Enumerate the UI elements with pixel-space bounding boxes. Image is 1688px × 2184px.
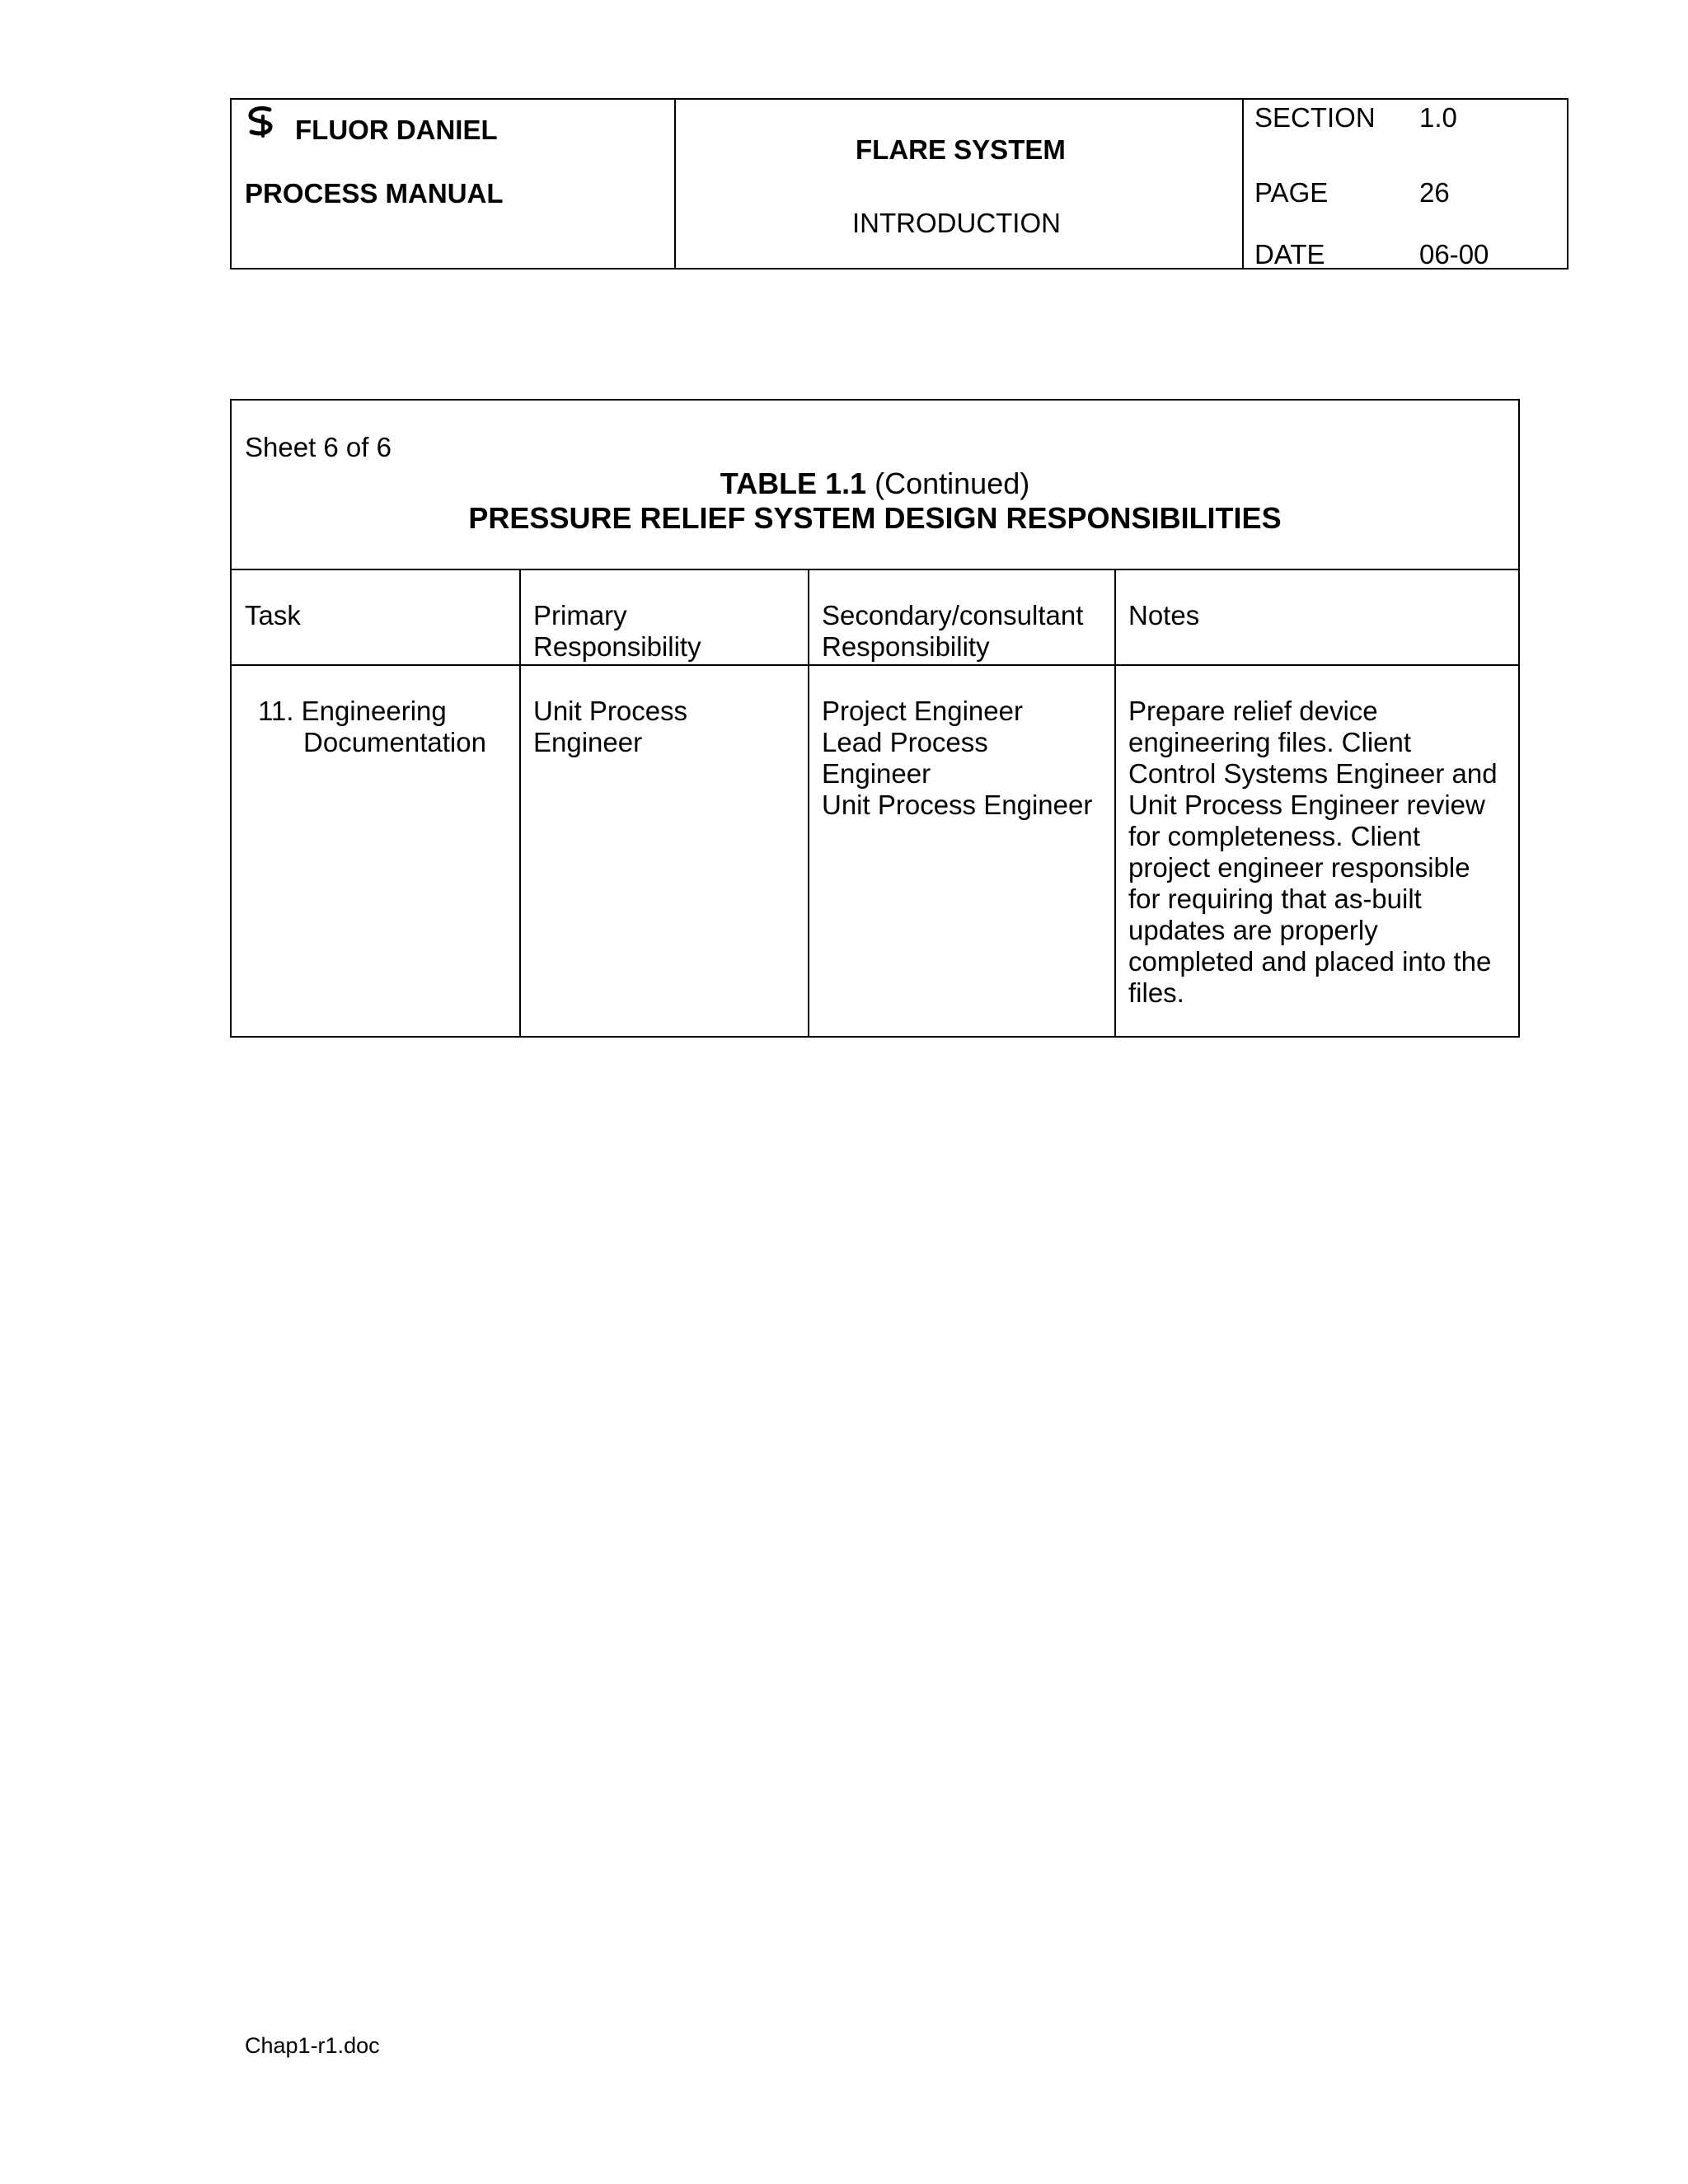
section-label: SECTION xyxy=(1254,102,1376,133)
table-continued: (Continued) xyxy=(866,466,1030,500)
notes-cell: Prepare relief device engineering files. Client Control Systems Engineer and Unit Process Engineer review for completeness. Client project engineer responsible for requiring that as-built updates are properly completed and placed into the files. xyxy=(1128,696,1498,1008)
date-value: 06-00 xyxy=(1419,239,1489,269)
date-label: DATE xyxy=(1254,239,1325,269)
page-label: PAGE xyxy=(1254,177,1329,208)
table-number: TABLE 1.1 xyxy=(720,466,867,500)
responsibilities-table xyxy=(230,399,1520,1038)
fluor-daniel-logo-icon xyxy=(245,105,278,138)
header-divider xyxy=(1242,100,1244,268)
column-header-primary: Primary Responsibility xyxy=(533,600,701,662)
column-divider xyxy=(519,569,521,1036)
column-header-secondary: Secondary/consultant Responsibility xyxy=(822,600,1084,662)
secondary-cell: Project Engineer Lead Process Engineer Unit Process Engineer xyxy=(822,696,1093,820)
column-divider xyxy=(1114,569,1116,1036)
header-divider xyxy=(674,100,676,268)
task-cell: 11. Engineering Documentation xyxy=(258,696,486,757)
footer-filename: Chap1-r1.doc xyxy=(245,2033,380,2058)
manual-title: PROCESS MANUAL xyxy=(245,178,504,209)
column-divider xyxy=(808,569,809,1036)
document-header xyxy=(230,98,1568,269)
page-number: 26 xyxy=(1419,177,1450,208)
table-rule xyxy=(232,664,1518,666)
system-title: FLARE SYSTEM xyxy=(856,134,1066,165)
column-header-notes: Notes xyxy=(1128,600,1200,630)
subject-title: INTRODUCTION xyxy=(852,208,1061,238)
table-title xyxy=(232,466,1518,501)
company-name: FLUOR DANIEL xyxy=(295,115,498,145)
primary-cell: Unit Process Engineer xyxy=(533,696,688,757)
column-header-task: Task xyxy=(245,600,301,630)
table-rule xyxy=(232,569,1518,570)
table-subtitle: PRESSURE RELIEF SYSTEM DESIGN RESPONSIBILITIES xyxy=(468,501,1282,535)
section-value: 1.0 xyxy=(1419,102,1457,133)
sheet-indicator: Sheet 6 of 6 xyxy=(245,432,392,462)
